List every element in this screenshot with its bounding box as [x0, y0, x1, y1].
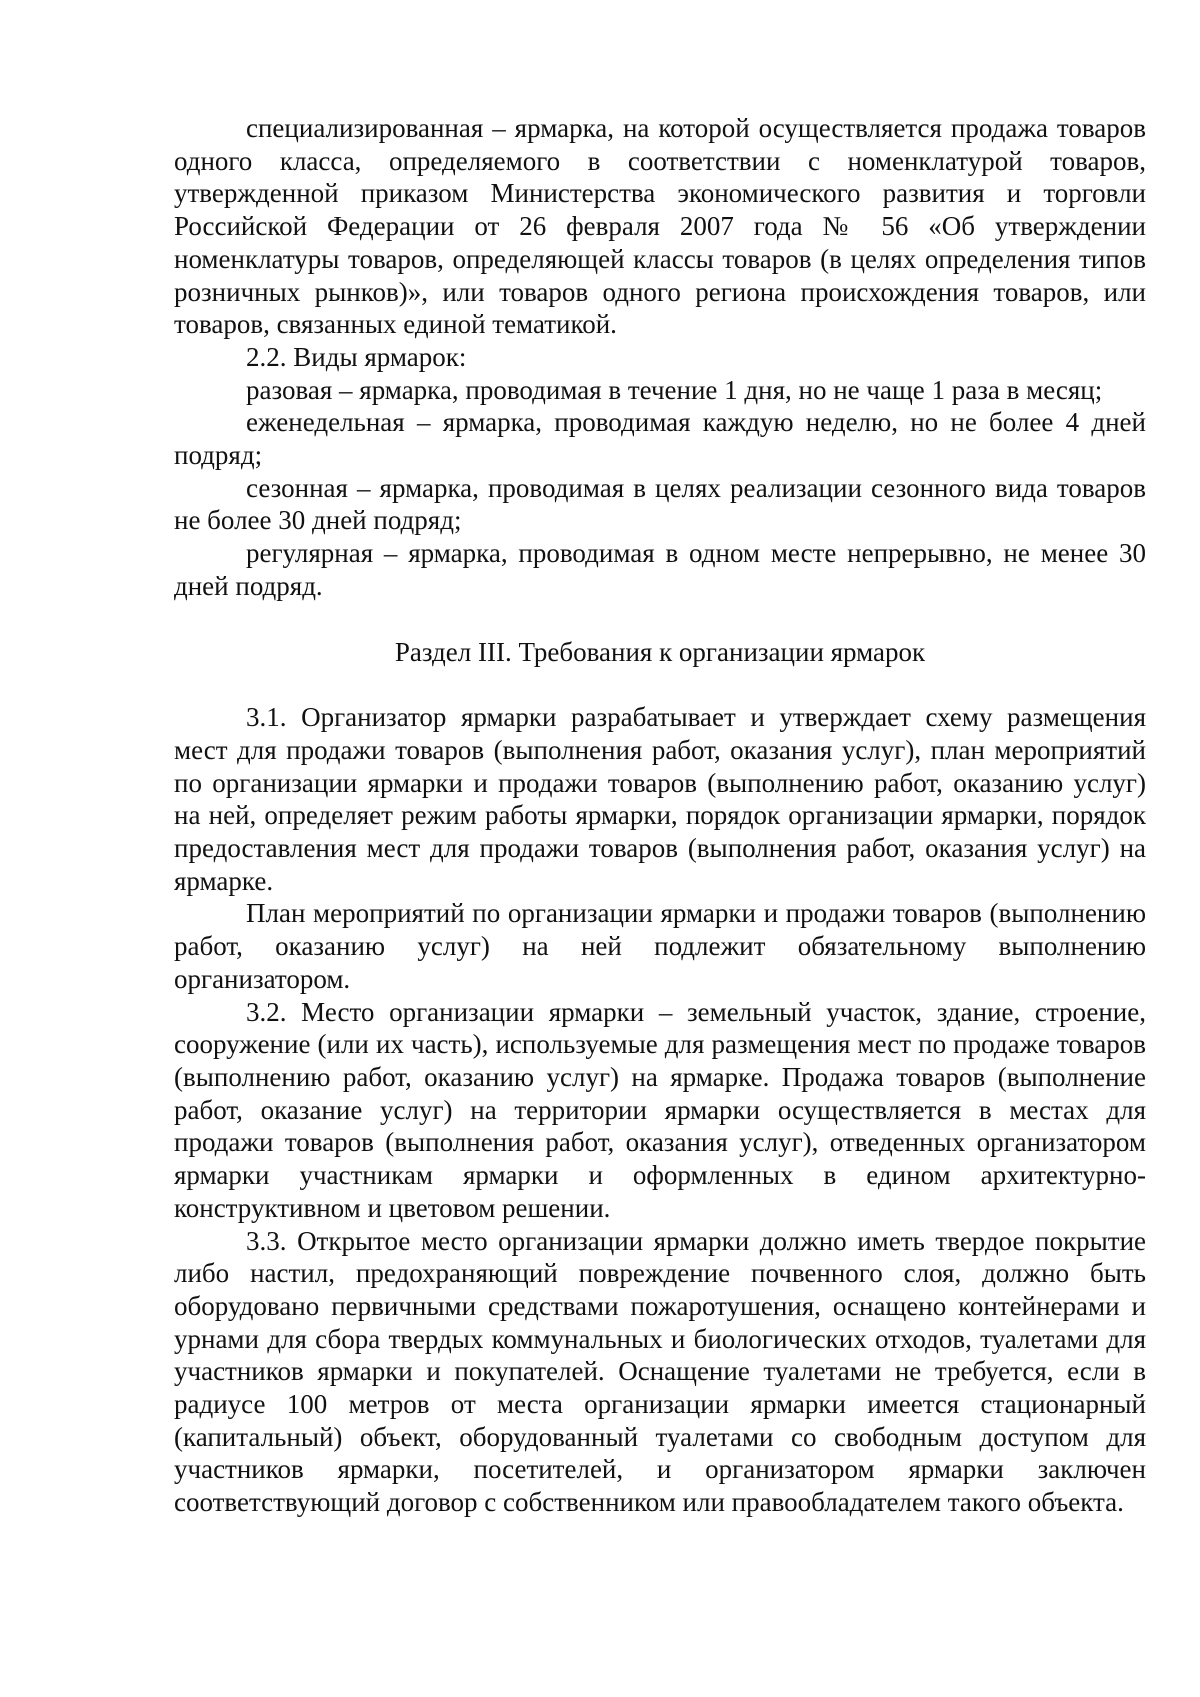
paragraph-3-3: 3.3. Открытое место организации ярмарки должно иметь твердое покрытие либо настил, предохраняющий повреждение почвенного слоя, должно быть оборудовано первичными средствами пожаротушения, оснащено контейнерами и урнами для сбора твердых коммунальных и биологических отходов, туалетами для участников ярмарки и покупателей. Оснащение туалетами не требуется, если в радиусе 100 метров от места организации ярмарки имеется стационарный (капитальный) объект, оборудованный туалетами со свободным доступом для участников ярмарки, посетителей, и организатором ярмарки заключен соответствующий договор с собственником или правообладателем такого объекта.: [174, 1225, 1146, 1518]
section-title: Раздел III. Требования к организации ярмарок: [394, 636, 926, 667]
paragraph-regular-fair: регулярная – ярмарка, проводимая в одном месте непрерывно, не менее 30 дней подряд.: [174, 538, 1146, 601]
document-page: [174, 112, 1146, 1519]
paragraph-3-2: 3.2. Место организации ярмарки – земельный участок, здание, строение, сооружение (или их часть), используемые для размещения мест по продаже товаров (выполнению работ, оказанию услуг) на ярмарке. Продажа товаров (выполнение работ, оказание услуг) на территории ярмарки осуществляется в местах для продажи товаров (выполнения работ, оказания услуг), отведенных организатором ярмарки участникам ярмарки и оформленных в едином архитектурно-конструктивном и цветовом решении.: [174, 996, 1146, 1223]
paragraph-weekly-fair: еженедельная – ярмарка, проводимая каждую неделю, но не более 4 дней подряд;: [174, 407, 1146, 471]
paragraph-3-1: 3.1. Организатор ярмарки разрабатывает и утверждает схему размещения мест для продажи товаров (выполнения работ, оказания услуг), план мероприятий по организации ярмарки и продажи товаров (выполнению работ, оказанию услуг) на ней, определяет режим работы ярмарки, порядок организации ярмарки, порядок предоставления мест для продажи товаров (выполнения работ, оказания услуг) на ярмарке.: [174, 702, 1146, 896]
paragraph-one-time-fair: разовая – ярмарка, проводимая в течение 1 дня, но не чаще 1 раза в месяц;: [246, 374, 1103, 405]
paragraph-specialized-fair: специализированная – ярмарка, на которой осуществляется продажа товаров одного класса, определяемого в соответствии с номенклатурой товаров, утвержденной приказом Министерства экономического развития и торговли Российской Федерации от 26 февраля 2007 года № 56 «Об утверждении номенклатуры товаров, определяющей классы товаров (в целях определения типов розничных рынков)», или товаров одного региона происхождения товаров, или товаров, связанных единой тематикой.: [174, 113, 1146, 340]
paragraph-seasonal-fair: сезонная – ярмарка, проводимая в целях реализации сезонного вида товаров не более 30 дней подряд;: [174, 472, 1146, 536]
paragraph-fair-types-heading: 2.2. Виды ярмарок:: [246, 341, 467, 372]
paragraph-plan: План мероприятий по организации ярмарки и продажи товаров (выполнению работ, оказанию услуг) на ней подлежит обязательному выполнению организатором.: [174, 898, 1146, 994]
